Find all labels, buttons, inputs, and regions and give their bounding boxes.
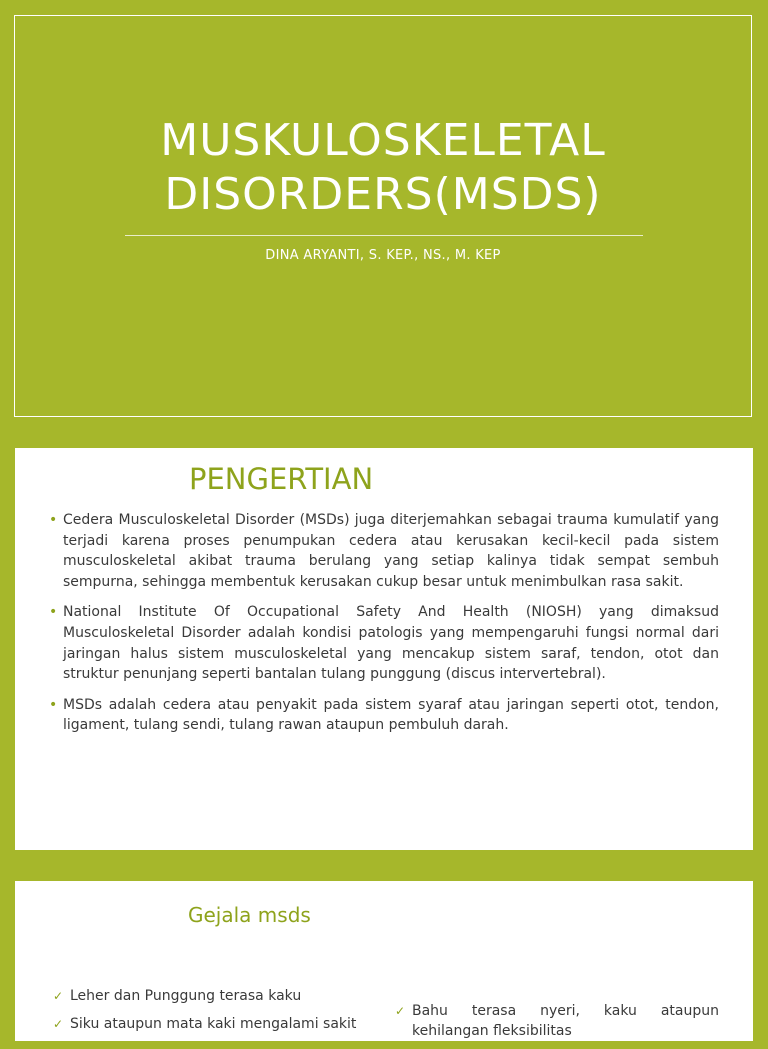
symptoms-list-left: [53, 986, 373, 1042]
title-line-1: MUSKULOSKELETAL: [160, 115, 606, 166]
title-line-2: DISORDERS(MSDS): [164, 169, 602, 220]
bullet-item: [49, 602, 719, 684]
author-subtitle: DINA ARYANTI, S. KEP., NS., M. KEP: [265, 248, 501, 263]
bullet-text: National Institute Of Occupational Safety And Health (NIOSH) yang dimaksud Musculoskeletal Disorder adalah kondisi patologis yang mempengaruhi fungsi normal dari jaringan halus sistem musculoskeletal yang mencakup sistem saraf, tendon, otot dan struktur penunjang seperti bantalan tulang punggung (discus intervertebral).: [63, 604, 719, 683]
symptoms-slide: [15, 881, 753, 1041]
checkmark-icon: ✓: [53, 989, 64, 1003]
bullet-dot-icon: •: [49, 512, 58, 528]
symptom-text: Leher dan Punggung terasa kaku: [70, 988, 302, 1004]
bullet-text: Cedera Musculoskeletal Disorder (MSDs) juga diterjemahkan sebagai trauma kumulatif yang terjadi karena proses penumpukan cedera atau kerusakan kecil-kecil pada sistem musculoskeletal akibat trauma berulang yang setiap kalinya tidak sempat sembuh sempurna, sehingga membentuk kerusakan cukup besar untuk menimbulkan rasa sakit.: [63, 512, 719, 590]
symptoms-heading: Gejala msds: [188, 903, 311, 927]
checkmark-icon: ✓: [395, 1004, 406, 1018]
bullet-dot-icon: •: [49, 696, 58, 713]
definition-bullet-list: [49, 510, 719, 746]
bullet-dot-icon: •: [49, 604, 58, 621]
title-divider: [125, 235, 643, 236]
definition-slide: [15, 448, 753, 850]
definition-heading: PENGERTIAN: [189, 462, 374, 496]
symptom-text: Bahu terasa nyeri, kaku ataupun kehilangan fleksibilitas: [412, 1003, 719, 1039]
symptom-item: [53, 986, 373, 1006]
title-slide: [14, 15, 752, 417]
bullet-item: [49, 695, 719, 736]
symptom-item: [395, 1001, 719, 1041]
slide-title: [15, 114, 751, 222]
symptoms-list-right: [395, 1001, 719, 1049]
symptom-item: [53, 1014, 373, 1034]
bullet-item: [49, 510, 719, 592]
symptom-text: Siku ataupun mata kaki mengalami sakit: [70, 1016, 357, 1032]
checkmark-icon: ✓: [53, 1017, 64, 1031]
bullet-text: MSDs adalah cedera atau penyakit pada sistem syaraf atau jaringan seperti otot, tendon, ligament, tulang sendi, tulang rawan ataupun pembuluh darah.: [63, 696, 719, 734]
